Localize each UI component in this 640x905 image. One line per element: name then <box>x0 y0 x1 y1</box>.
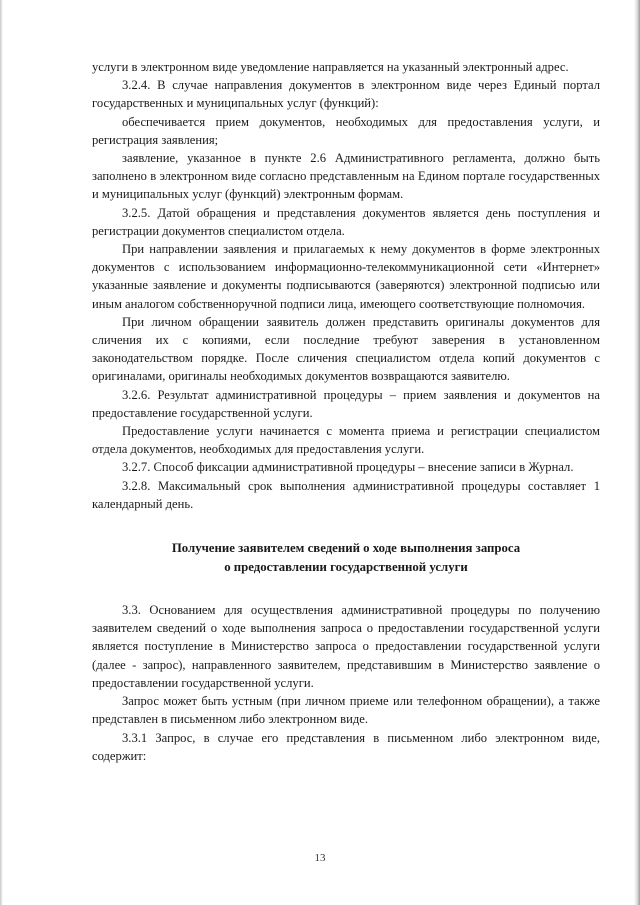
paragraph: 3.2.6. Результат административной процедуры – прием заявления и документов на предоставление государственной услуги. <box>92 387 600 420</box>
paragraph: Предоставление услуги начинается с момента приема и регистрации специалистом отдела документов, необходимых для предоставления услуги. <box>92 424 600 457</box>
paragraph: Запрос может быть устным (при личном приеме или телефонном обращении), а также представлен в письменном либо электронном виде. <box>92 694 600 727</box>
document-body <box>92 58 600 765</box>
paragraph: При направлении заявления и прилагаемых к нему документов в форме электронных документов с использованием информационно-телекоммуникационной сети «Интернет» указанные заявление и документы подписываются (заверяются) электронной подписью или иным аналогом собственноручной подписи лица, имеющего соответствующие полномочия. <box>92 242 600 311</box>
page-number: 13 <box>314 852 326 864</box>
paragraph: 3.3.1 Запрос, в случае его представления в письменном либо электронном виде, содержит: <box>92 730 600 763</box>
paragraph-group-bottom <box>92 601 600 765</box>
paragraph: При личном обращении заявитель должен представить оригиналы документов для сличения их с копиями, если последние требуют заверения в установленном законодательством порядке. После сличения специалистом отдела копий документов с оригиналами, оригиналы необходимых документов возвращаются заявителю. <box>92 314 600 384</box>
paragraph: 3.2.8. Максимальный срок выполнения административной процедуры составляет 1 календарный день. <box>92 478 600 511</box>
paragraph: 3.2.5. Датой обращения и представления документов является день поступления и регистрации документов специалистом отдела. <box>92 205 600 238</box>
paragraph: обеспечивается прием документов, необходимых для предоставления услуги, и регистрация заявления; <box>92 114 600 147</box>
section-heading <box>92 539 600 577</box>
section-heading-line: о предоставлении государственной услуги <box>224 560 468 575</box>
paragraph: 3.2.4. В случае направления документов в электронном виде через Единый портал государственных и муниципальных услуг (функций): <box>92 78 600 111</box>
paragraph: 3.2.7. Способ фиксации административной процедуры – внесение записи в Журнал. <box>122 460 574 475</box>
paragraph: заявление, указанное в пункте 2.6 Административного регламента, должно быть заполнено в электронном виде согласно представленным на Едином портале государственных и муниципальных услуг (функций) электронным формам. <box>92 151 600 202</box>
paragraph: 3.3. Основанием для осуществления административной процедуры по получению заявителем сведений о ходе выполнения запроса о предоставлении государственной услуги является поступление в Министерство запроса о предоставлении государственной услуги (далее - запрос), направленного заявителем, представившим в Министерство заявление о предоставлении государственной услуги. <box>92 603 600 690</box>
paragraph-group-top <box>92 58 600 513</box>
section-heading-line: Получение заявителем сведений о ходе выполнения запроса <box>171 541 521 556</box>
scan-shadow-left <box>0 0 3 905</box>
paragraph: услуги в электронном виде уведомление направляется на указанный электронный адрес. <box>92 60 569 74</box>
scan-shadow-right <box>634 0 640 905</box>
